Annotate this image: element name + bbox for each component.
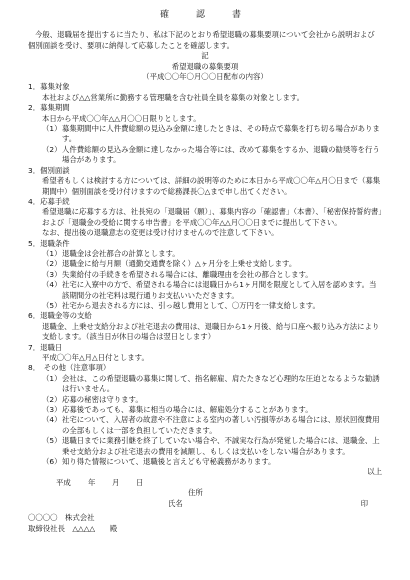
section-4-heading: 4．応募手続	[28, 196, 70, 206]
address-line	[28, 488, 382, 498]
date-line	[28, 478, 382, 488]
item-number: （6）	[42, 457, 62, 467]
item-number: （4）	[42, 280, 62, 290]
item-number: （3）	[42, 269, 62, 279]
item-text: 社宅に入寮中の方で、希望される場合には退職日から1ヶ月間を限度として入居を認めます。当該期間分の社宅料は現行通りお支払いいただきます。	[62, 280, 377, 300]
section-8-item	[42, 405, 382, 415]
section-5-item	[42, 249, 382, 259]
item-text: 人件費総額の見込み金額に達しなかった場合等には、改めて募集をするか、退職の勧奨等を行う場合があります。	[62, 144, 380, 165]
section-8-item	[42, 395, 382, 405]
item-text: 募集期間中に人件費総額の見込み金額に達したときは、その時点で募集を打ち切る場合があります。	[62, 124, 380, 144]
item-text: 社宅について、入居者の故意や不注意による室内の著しい汚損等がある場合には、原状回復費用の全部もしくは一部を負担していただきます。	[62, 415, 380, 435]
item-number: （1）	[42, 248, 62, 258]
section-5-item	[42, 259, 382, 269]
item-number: （3）	[42, 405, 62, 415]
date-month: 月	[112, 477, 120, 487]
item-number: （2）	[42, 259, 62, 269]
date-year: 年	[88, 477, 96, 487]
section-8-item	[42, 374, 382, 395]
subtitle-date: （平成〇〇年〇月〇〇日配布の内容）	[142, 72, 268, 82]
section-7-heading: 7．退職日	[28, 342, 63, 352]
section-2-item	[42, 124, 382, 145]
section-3-heading: 3．個別面談	[28, 165, 70, 175]
section-6-heading: 6．退職金等の支給	[28, 311, 92, 321]
section-8-item	[42, 436, 382, 457]
item-number: （4）	[42, 415, 62, 425]
item-text: 社宅から退去される方には、引っ越し費用として、〇万円を一律支給します。	[62, 300, 320, 310]
date-era: 平成	[56, 477, 71, 487]
section-8-heading: 8． その他（注意事項）	[28, 363, 111, 373]
date-day: 日	[136, 477, 144, 487]
company-name: 〇〇〇〇 株式会社	[28, 513, 95, 523]
section-1-heading: 1．募集対象	[28, 82, 70, 92]
item-number: （5）	[42, 300, 62, 310]
section-3-body: 希望者もしくは検討する方については、詳細の説明等のために本日から平成〇〇年△月〇日まで（募集期間中）個別面談を受け付けますので総務課長〇△まで申し出てください。	[42, 176, 381, 196]
section-2-heading: 2．募集期間	[28, 103, 70, 113]
item-text: 失業給付の手続きを希望される場合には、離職理由を会社の都合とします。	[62, 269, 313, 279]
item-text: 会社は、この希望退職の募集に関して、指名解雇、肩たたきなど心理的な圧迫となるような勧誘は行いません。	[62, 373, 380, 394]
item-text: 応募の秘密は守ります。	[62, 394, 143, 404]
item-text: 退職日までに業務引継を終了していない場合や、不誠実な行為が発覚した場合には、退職金、上乗せ支給分および社宅退去の費用を減額し、もしくは支払いをしない場合があります。	[62, 436, 380, 456]
section-7-body: 平成〇〇年△月△日付とします。	[42, 353, 149, 362]
item-text: 退職金は会社都合の計算とします。	[62, 248, 180, 258]
item-number: （1）	[42, 373, 62, 383]
item-number: （2）	[42, 144, 62, 154]
section-5-item	[42, 280, 382, 301]
section-1-body: 本社および△△営業所に勤務する管理職を含む社員全員を募集の対象とします。	[42, 92, 305, 102]
document-title: 確 認 書	[159, 10, 250, 20]
closing-mark: 以上	[367, 467, 382, 477]
section-6-body: 退職金、上乗せ支給分および社宅退去の費用は、退職日から1ヶ月後、給与口座へ振り込み方法により支給します。（該当日が休日の場合は翌日とします）	[42, 321, 380, 342]
item-text: 応募後であっても、募集に相当の場合には、解雇処分することがあります。	[62, 405, 313, 415]
item-number: （2）	[42, 394, 62, 404]
address-label: 住所	[188, 488, 203, 498]
section-4-body: 希望退職に応募する方は、社長宛の「退職届（願）」、募集内容の「確認書」（本書）、「秘密保持誓約書」および「退職金の受給に関する申告書」を平成〇〇年△△月〇〇日までに提出して下さい。	[42, 207, 382, 227]
section-4-note: なお、提出後の退職意志の変更は受け付けませんので注意して下さい。	[42, 228, 279, 238]
intro-paragraph: 今般、退職届を提出するに当たり、私は下記のとおり希望退職の募集要項について会社から説明および個別面談を受け、要項に納得して応募したことを確認します。	[28, 30, 375, 50]
section-5-item	[42, 301, 382, 311]
section-5-item	[42, 270, 382, 280]
item-number: （5）	[42, 436, 62, 446]
seal-mark: 印	[360, 498, 368, 508]
name-line	[28, 499, 382, 509]
subtitle: 希望退職の募集要項	[171, 61, 239, 71]
item-number: （1）	[42, 124, 62, 134]
section-2-body: 本日から平成〇〇年△△月〇〇日限りとします。	[42, 113, 201, 123]
name-label: 氏名	[168, 498, 183, 508]
section-5-heading: 5．退職条件	[28, 238, 70, 248]
section-2-item	[42, 145, 382, 166]
ki-mark: 記	[201, 51, 209, 61]
item-text: 退職金に給与月額（通勤交通費を除く）△ヶ月分を上乗せ支給します。	[62, 259, 297, 269]
section-8-item	[42, 415, 382, 436]
section-8-item	[42, 457, 382, 467]
item-text: 知り得た情報について、退職後と言えども守秘義務があります。	[62, 457, 276, 467]
addressee: 取締役社長 △△△△ 殿	[28, 523, 118, 533]
